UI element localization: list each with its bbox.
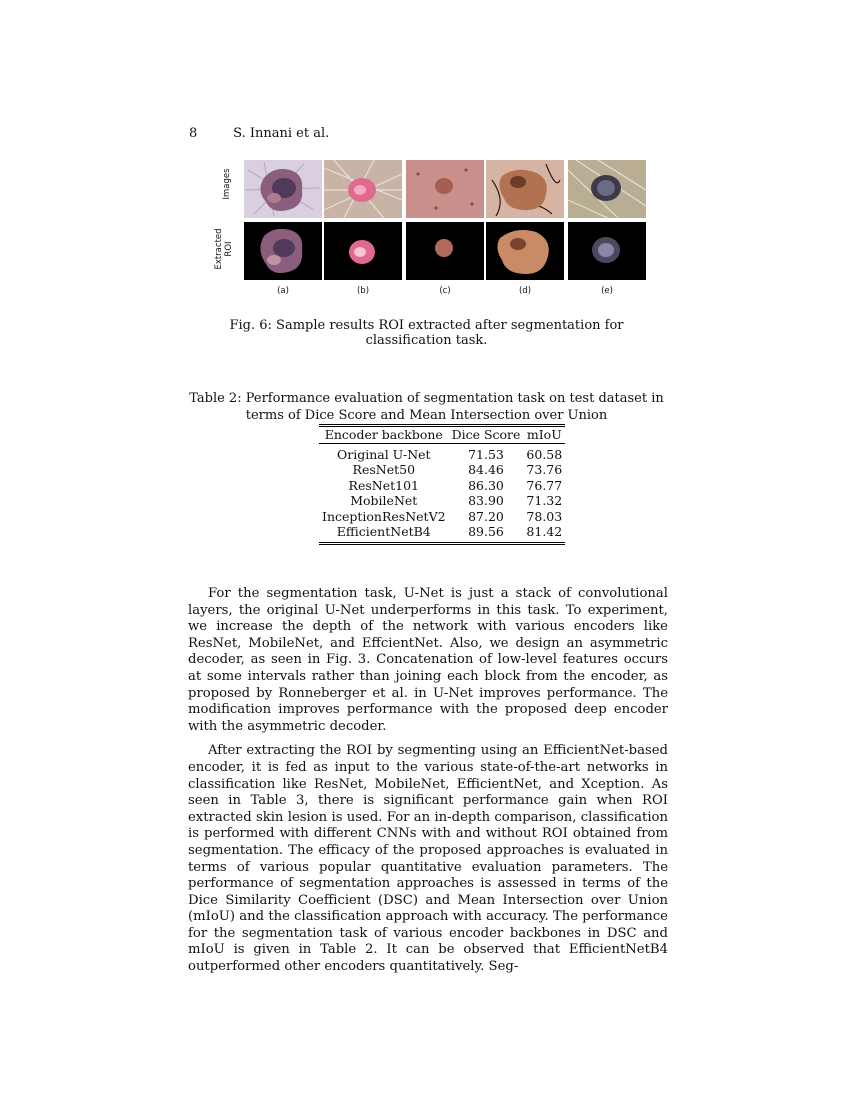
paragraph: For the segmentation task, U-Net is just a stack of convolutional layers, the original U-Net underperforms in this task. To experiment, we increase the depth of the network with various encoders like ResNet, MobileNet, and EffcientNet. Also, we design an asymmetric decoder, as seen in Fig. 3. Concatenation of low-level features occurs at some intervals rather than joining each block from the encoder, as proposed by Ronneberger et al. in U-Net improves performance. The modification improves performance with the proposed deep encoder with the asymmetric decoder. <box>188 586 668 734</box>
table-row <box>319 462 565 478</box>
lesion-image-d <box>486 160 564 218</box>
figure-6 <box>212 158 652 308</box>
table-header-row <box>319 426 565 444</box>
roi-image-d <box>486 222 564 280</box>
running-header <box>189 126 329 141</box>
table-row <box>319 509 565 525</box>
body-text <box>188 586 668 984</box>
roi-image-c <box>406 222 484 280</box>
cell-encoder: MobileNet <box>350 493 418 508</box>
cell-dice: 89.56 <box>449 524 524 543</box>
sublabel-a: (a) <box>277 286 289 296</box>
cell-encoder: ResNet101 <box>348 477 419 493</box>
roi-image-b <box>324 222 402 280</box>
paragraph: After extracting the ROI by segmenting using an EfficientNet-based encoder, it is fed as input to the various state-of-the-art networks in classification like ResNet, MobileNet, EfficientNet, and Xception. As seen in Table 3, there is significant performance gain when ROI extracted skin lesion is used. For an in-depth comparison, classification is performed with different CNNs with and without ROI obtained from segmentation. The efficacy of the proposed approaches is evaluated in terms of various popular quantitative evaluation parameters. The performance of segmentation approaches is assessed in terms of the Dice Similarity Coefficient (DSC) and Mean Intersection over Union (mIoU) and the classification approach with accuracy. The performance for the segmentation task of various encoder backbones in DSC and mIoU is given in Table 2. It can be observed that EfficientNetB4 outperformed other encoders quantitatively. Seg- <box>188 743 668 975</box>
cell-encoder: EfficientNetB4 <box>319 524 449 543</box>
table-row <box>319 478 565 494</box>
results-table <box>319 424 565 545</box>
header-miou: mIoU <box>523 426 565 444</box>
cell-miou: 71.32 <box>526 493 563 508</box>
table-row <box>319 443 565 462</box>
cell-dice: 83.90 <box>468 493 504 508</box>
cell-miou: 76.77 <box>526 477 563 493</box>
header-encoder: Encoder backbone <box>319 426 449 444</box>
cell-encoder: Original U-Net <box>336 446 431 462</box>
running-title: S. Innani et al. <box>233 126 330 141</box>
cell-dice: 84.46 <box>468 462 504 477</box>
lesion-image-b <box>324 160 402 218</box>
cell-miou: 73.76 <box>526 462 563 477</box>
page-number: 8 <box>189 126 198 141</box>
lesion-image-a <box>244 160 322 218</box>
sublabel-c: (c) <box>439 286 451 296</box>
sublabel-e: (e) <box>601 286 613 296</box>
cell-miou: 60.58 <box>526 446 563 462</box>
cell-encoder: InceptionResNetV2 <box>322 508 446 524</box>
sublabel-d: (d) <box>518 286 532 296</box>
sublabel-b: (b) <box>356 286 370 296</box>
row-label-images: Images <box>222 168 232 200</box>
cell-encoder: ResNet50 <box>352 462 416 477</box>
cell-dice: 86.30 <box>468 477 504 493</box>
cell-dice: 71.53 <box>468 446 504 462</box>
cell-miou: 78.03 <box>526 508 563 524</box>
roi-image-a <box>244 222 322 280</box>
roi-image-e <box>568 222 646 280</box>
lesion-image-e <box>568 160 646 218</box>
cell-miou: 81.42 <box>523 524 565 543</box>
table-row <box>319 524 565 543</box>
lesion-image-c <box>406 160 484 218</box>
table-caption: Table 2: Performance evaluation of segmentation task on test dataset in terms of Dice Score and Mean Intersection over Union <box>189 391 664 423</box>
cell-dice: 87.20 <box>468 508 504 524</box>
figure-caption: Fig. 6: Sample results ROI extracted after segmentation for classification task. <box>229 318 624 348</box>
row-label-extracted-roi: Extracted ROI <box>214 228 234 270</box>
header-dice: Dice Score <box>449 426 524 444</box>
table-row <box>319 493 565 509</box>
